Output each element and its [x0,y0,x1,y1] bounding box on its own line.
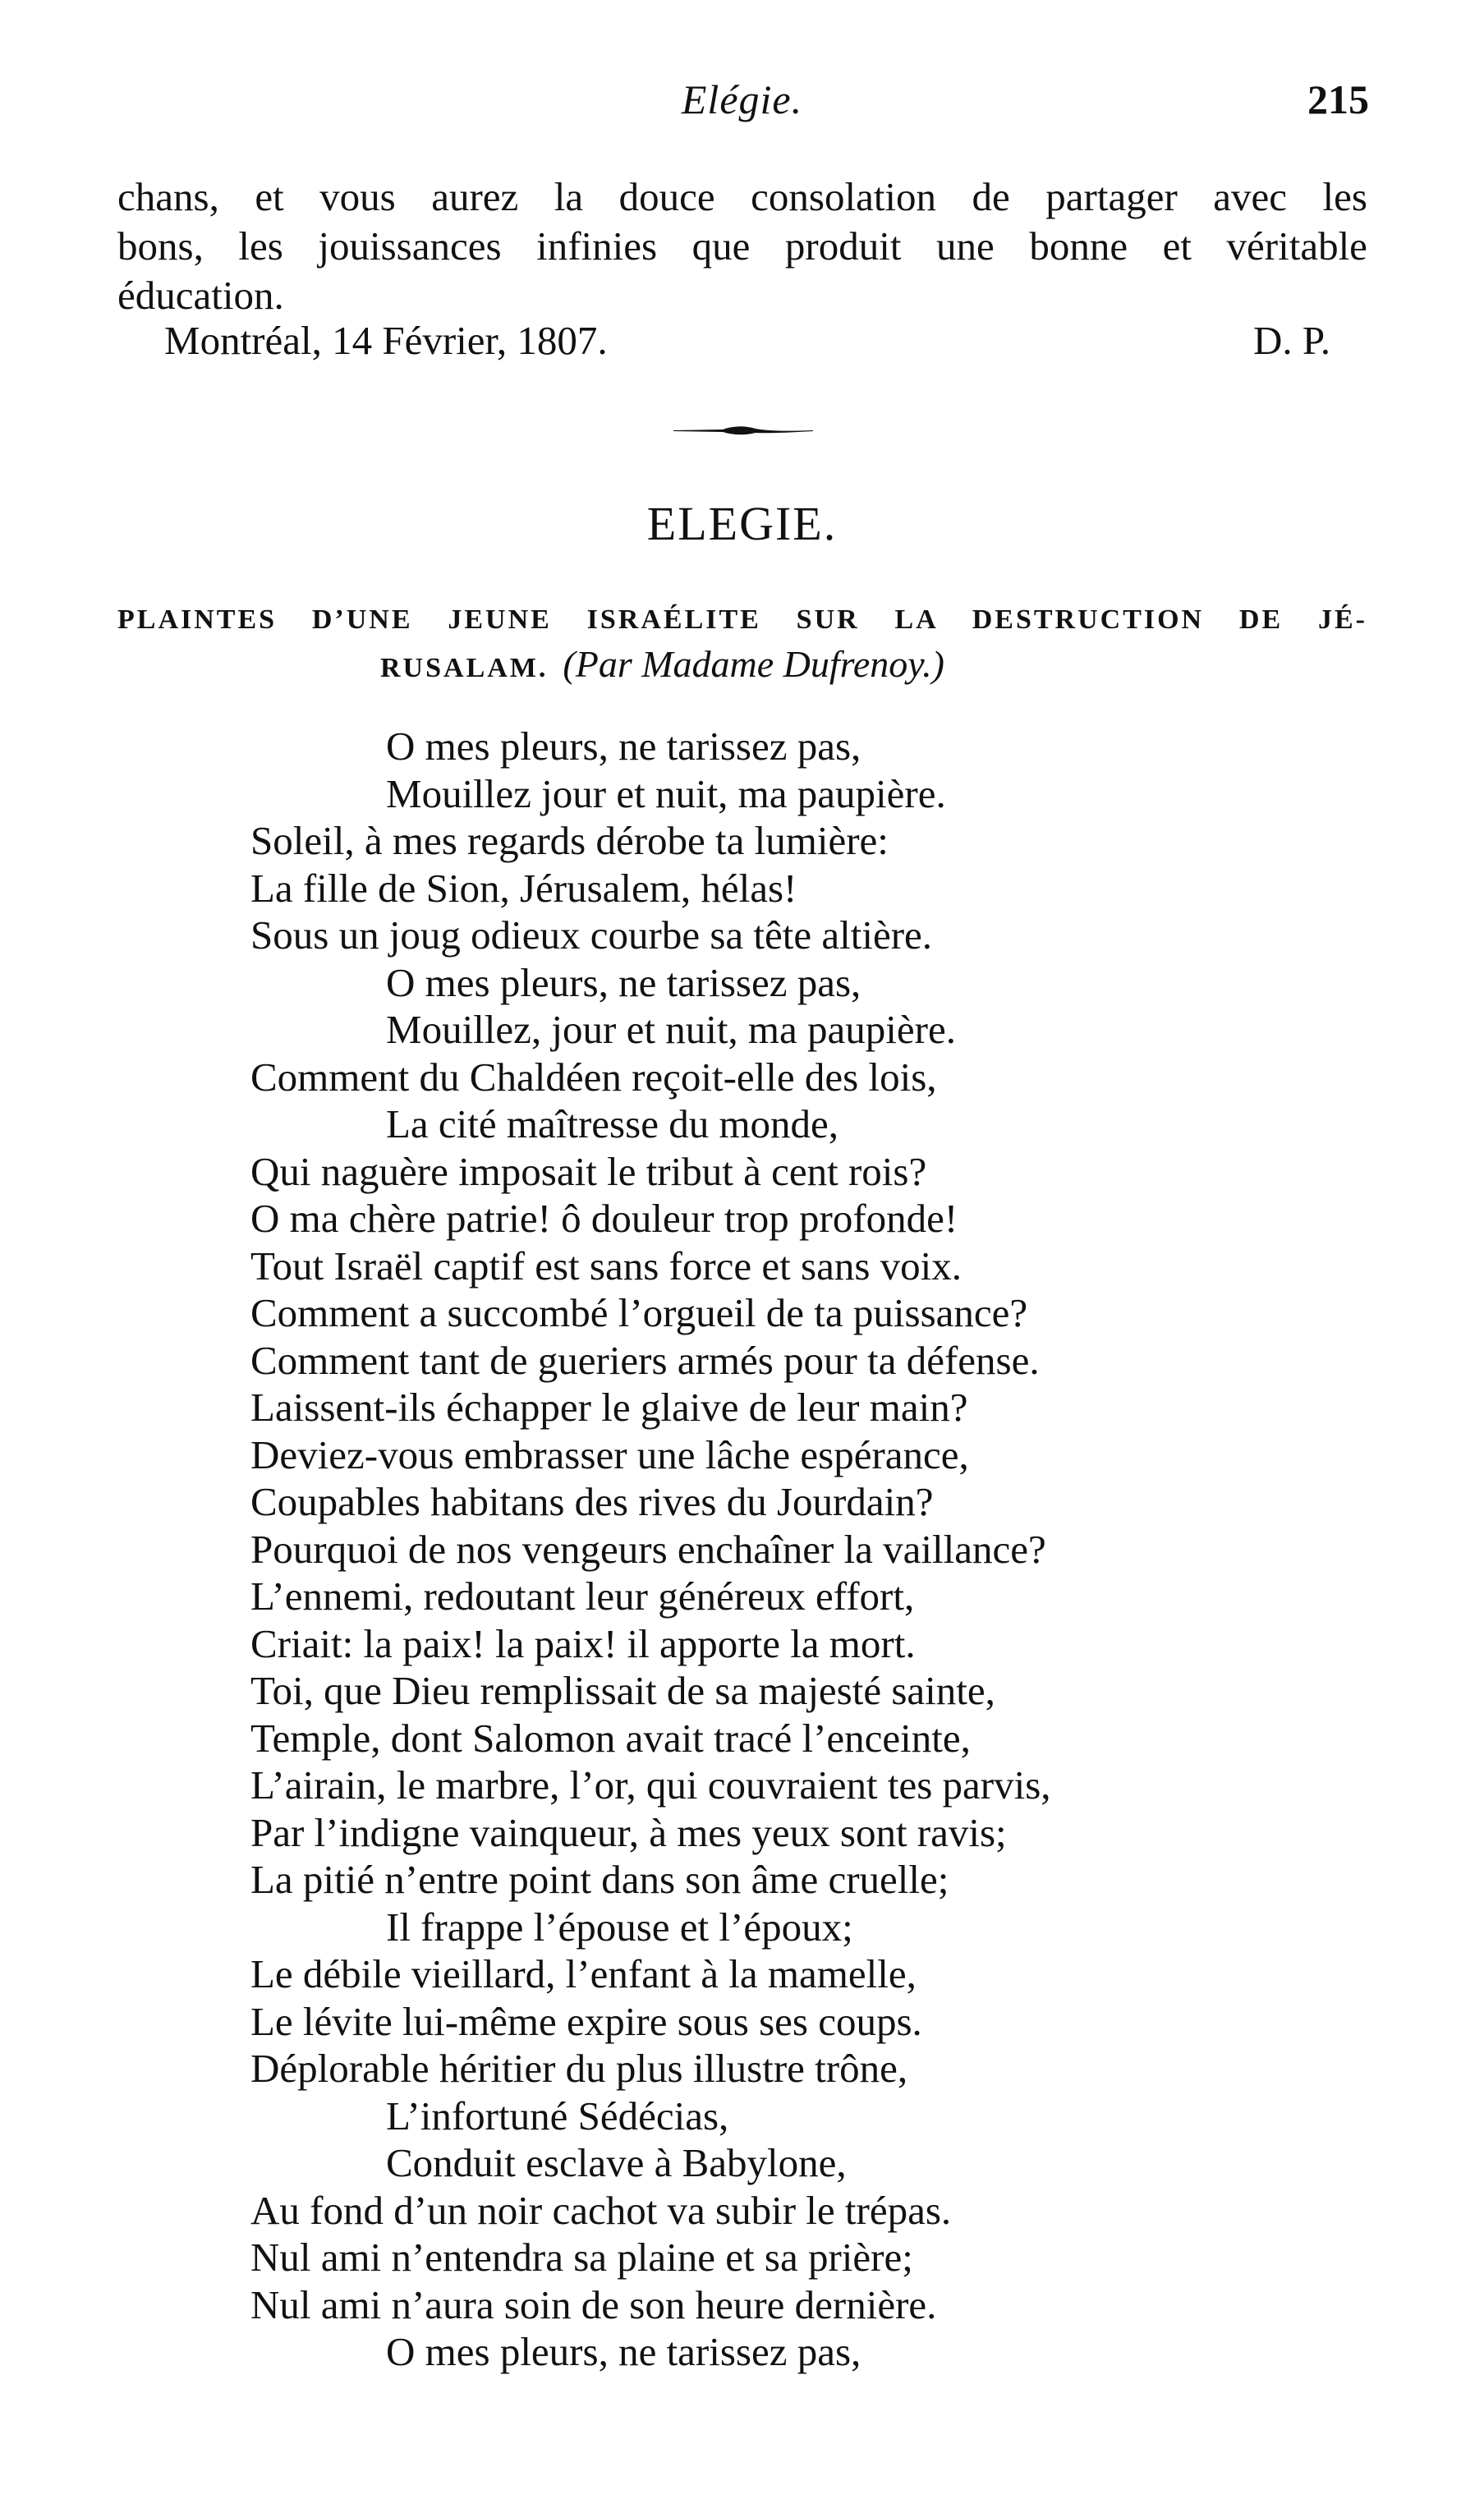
poem-verse: Mouillez jour et nuit, ma paupière. [386,770,946,816]
paragraph-line [117,222,1367,271]
word: bonne [1029,223,1128,269]
word: consolation [751,174,937,219]
word: et [1162,223,1192,269]
word: les [238,223,283,269]
word: bons, [117,223,204,269]
subtitle-line [380,642,1367,691]
word: une [936,223,995,269]
poem-verse: O mes pleurs, ne tarissez pas, [386,959,861,1005]
running-head [115,76,1369,133]
poem-verse: O mes pleurs, ne tarissez pas, [386,2329,861,2374]
poem-verse: Laissent-ils échapper le glaive de leur main? [250,1385,968,1430]
word: avec [1213,174,1288,219]
poem-verse: Deviez-vous embrasser une lâche espérance, [250,1431,969,1477]
poem-verse: Le débile vieillard, l’enfant à la mamelle, [250,1951,917,1996]
place-date: Montréal, 14 Février, 1807. [164,318,608,363]
signature-line [164,317,1330,364]
poem-verse: Par l’indigne vainqueur, à mes yeux sont ravis; [250,1809,1007,1855]
poem-verse: Soleil, à mes regards dérobe ta lumière: [250,818,889,863]
running-title: Elégie. [681,76,803,122]
poem-verse: Toi, que Dieu remplissait de sa majesté sainte, [250,1668,995,1713]
poem-verse: Nul ami n’aura soin de son heure dernière. [250,2281,937,2327]
section-heading: ELEGIE. [646,497,838,550]
poem-verse: Temple, dont Salomon avait tracé l’enceinte, [250,1715,971,1761]
word: de [972,174,1010,219]
author-attribution: (Par Madame Dufrenoy.) [563,643,944,685]
word: la [554,174,584,219]
poem-body [250,723,1051,2376]
poem-verse: O ma chère patrie! ô douleur trop profonde! [250,1196,958,1241]
subtitle-continuation: RUSALAM. [380,653,549,683]
poem-verse: L’airain, le marbre, l’or, qui couvraient tes parvis, [250,1762,1051,1808]
poem-verse: Déplorable héritier du plus illustre trône, [250,2046,908,2091]
poem-verse: Tout Israël captif est sans force et sans voix. [250,1243,963,1289]
word: chans, [117,174,219,219]
closing-paragraph [117,172,1367,320]
word: infinies [536,223,658,269]
poem-verse: L’ennemi, redoutant leur généreux effort, [250,1573,915,1619]
poem-verse: Sous un joug odieux courbe sa tête altière. [250,912,933,958]
poem-verse: Criait: la paix! la paix! il apporte la mort. [250,1620,916,1666]
poem-verse: Au fond d’un noir cachot va subir le trépas. [250,2187,952,2233]
poem-verse: Mouillez, jour et nuit, ma paupière. [386,1007,956,1052]
word: véritable [1226,223,1367,269]
page-number: 215 [1307,76,1369,122]
word: partager [1045,174,1178,219]
poem-verse: Nul ami n’entendra sa plaine et sa prière; [250,2235,913,2280]
poem-verse: Pourquoi de nos vengeurs enchaîner la vaillance? [250,1526,1046,1572]
word: que [691,223,751,269]
subtitle-line: PLAINTES D’UNE JEUNE ISRAÉLITE SUR LA DESTRUCTION DE JÉ- [117,604,1367,635]
poem-verse: Conduit esclave à Babylone, [386,2140,847,2185]
poem-verse: Comment a succombé l’orgueil de ta puissance? [250,1290,1028,1335]
word: produit [784,223,902,269]
ornament-rule [673,422,813,439]
word: douce [618,174,715,219]
poem-verse: O mes pleurs, ne tarissez pas, [386,724,861,769]
word: aurez [431,174,519,219]
word: les [1322,174,1367,219]
paragraph-line [117,172,1367,222]
paragraph-line: éducation. [117,273,284,318]
poem-verse: Coupables habitans des rives du Jourdain? [250,1479,934,1524]
poem-verse: Comment du Chaldéen reçoit-elle des lois, [250,1054,937,1100]
word: et [255,174,284,219]
poem-verse: L’infortuné Sédécias, [386,2092,729,2138]
word: vous [319,174,396,219]
poem-verse: Il frappe l’épouse et l’époux; [386,1904,853,1950]
poem-verse: La cité maîtresse du monde, [386,1101,839,1146]
poem-verse: La pitié n’entre point dans son âme cruelle; [250,1857,949,1902]
word: jouissances [318,223,502,269]
poem-verse: Qui naguère imposait le tribut à cent rois? [250,1148,927,1194]
poem-subtitle [117,598,1367,691]
poem-verse: La fille de Sion, Jérusalem, hélas! [250,865,797,911]
author-initials: D. P. [1253,318,1330,363]
poem-verse: Comment tant de gueriers armés pour ta défense. [250,1337,1040,1383]
poem-verse: Le lévite lui-même expire sous ses coups. [250,1998,922,2044]
